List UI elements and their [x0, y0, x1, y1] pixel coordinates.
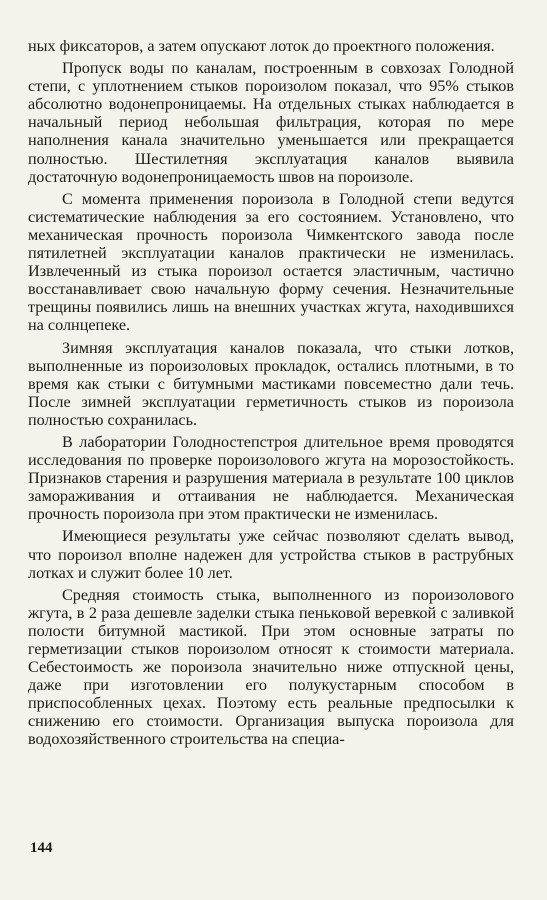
paragraph-conclusion: Имеющиеся результаты уже сейчас позволяют сделать вывод, что пороизол вполне надежен для устройства стыков в раструбных лотках и служит более 10 лет. — [28, 527, 514, 582]
page-number: 144 — [30, 840, 53, 856]
paragraph-laboratory: В лаборатории Голодностепстроя длительное время проводятся исследования по проверке пороизолового жгута на морозостойкость. Признаков старения и разрушения материала в результате 100 циклов замораживания и оттаивания не наблюдается. Механическая прочность пороизола при этом практически не изменилась. — [28, 432, 514, 524]
paragraph-water-test: Пропуск воды по каналам, построенным в совхозах Голодной степи, с уплотнением стыков пороизолом показал, что 95% стыков абсолютно водонепроницаемы. На отдельных стыках наблюдается в начальный период небольшая фильтрация, которая по мере наполнения канала значительно уменьшается или прекращается полностью. Шестилетняя эксплуатация каналов выявила достаточную водонепроницаемость швов на пороизоле. — [28, 59, 514, 186]
body-text — [28, 37, 514, 749]
paragraph-cost: Средняя стоимость стыка, выполненного из пороизолового жгута, в 2 раза дешевле заделки стыка пеньковой веревкой с заливкой полости битумной мастикой. При этом основные затраты по герметизации стыков пороизолом относят к стоимости материала. Себестоимость же пороизола значительно ниже отпускной цены, даже при изготовлении его полукустарным способом в приспособленных цехах. Поэтому есть реальные предпосылки к снижению его стоимости. Организация выпуска пороизола для водохозяйственного строительства на специа- — [28, 585, 514, 749]
paragraph-observations: С момента применения пороизола в Голодной степи ведутся систематические наблюдения за его состоянием. Установлено, что механическая прочность пороизола Чимкентского завода после пятилетней эксплуатации каналов практически не изменилась. Извлеченный из стыка пороизол остается эластичным, частично восстанавливает свою начальную форму сечения. Незначительные трещины появились лишь на внешних участках жгута, находившихся на солнцепеке. — [28, 189, 514, 335]
paragraph-continuation: ных фиксаторов, а затем опускают лоток до проектного положения. — [28, 37, 495, 55]
paragraph-winter-operation: Зимняя эксплуатация каналов показала, что стыки лотков, выполненные из пороизоловых прокладок, остались плотными, в то время как стыки с битумными мастиками повсеместно дали течь. После зимней эксплуатации герметичность стыков из пороизола полностью сохранилась. — [28, 338, 514, 429]
